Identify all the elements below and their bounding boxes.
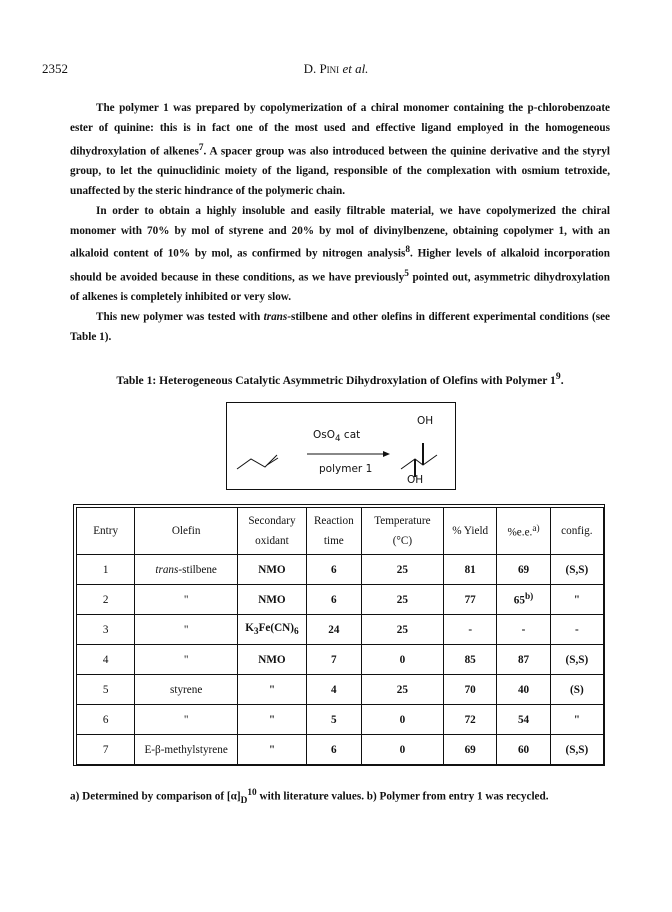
- cell-config: ": [550, 705, 603, 735]
- table-row: [77, 735, 604, 765]
- cell-temperature: 0: [361, 645, 443, 675]
- cell-olefin: ": [135, 585, 238, 615]
- cell-time: 6: [306, 735, 361, 765]
- cell-yield: 81: [444, 555, 497, 585]
- table-row: [77, 645, 604, 675]
- cell-olefin: ": [135, 645, 238, 675]
- cell-config: -: [550, 615, 603, 645]
- cell-ee: 69: [497, 555, 550, 585]
- cell-time: 4: [306, 675, 361, 705]
- cell-ee: 87: [497, 645, 550, 675]
- cell-entry: 5: [77, 675, 135, 705]
- cell-oxidant: ": [238, 705, 307, 735]
- cell-oxidant: ": [238, 735, 307, 765]
- header-olefin: Olefin: [135, 508, 238, 555]
- body-text: [70, 99, 610, 348]
- table-row: [77, 705, 604, 735]
- cell-time: 5: [306, 705, 361, 735]
- cell-yield: 77: [444, 585, 497, 615]
- cell-oxidant: ": [238, 675, 307, 705]
- cell-time: 24: [306, 615, 361, 645]
- cell-oxidant: $K_3Fe(CN)_6$: [238, 615, 307, 645]
- cell-config: ": [550, 585, 603, 615]
- cell-temperature: 25: [361, 585, 443, 615]
- cell-yield: 85: [444, 645, 497, 675]
- results-table: [76, 507, 604, 765]
- condition-label: polymer 1: [319, 463, 373, 475]
- cell-entry: 4: [77, 645, 135, 675]
- cell-oxidant: NMO: [238, 645, 307, 675]
- cell-yield: 72: [444, 705, 497, 735]
- cell-oxidant: NMO: [238, 585, 307, 615]
- cell-temperature: 25: [361, 615, 443, 645]
- cell-ee: 54: [497, 705, 550, 735]
- oh-label-top: OH: [417, 415, 434, 427]
- cell-temperature: 25: [361, 675, 443, 705]
- cell-ee: 60: [497, 735, 550, 765]
- header-entry: Entry: [77, 508, 135, 555]
- reagent-label: OsO$_4$ cat: [313, 429, 361, 445]
- table-row: [77, 615, 604, 645]
- cell-temperature: 0: [361, 735, 443, 765]
- header-temperature: Temperature (°C): [361, 508, 443, 555]
- cell-time: 6: [306, 585, 361, 615]
- running-head: D. Pini et al.: [303, 61, 369, 76]
- cell-entry: 7: [77, 735, 135, 765]
- cell-time: 6: [306, 555, 361, 585]
- cell-temperature: 0: [361, 705, 443, 735]
- cell-entry: 1: [77, 555, 135, 585]
- cell-config: (S,S): [550, 555, 603, 585]
- cell-entry: 3: [77, 615, 135, 645]
- cell-yield: -: [444, 615, 497, 645]
- cell-config: (S): [550, 675, 603, 705]
- cell-config: (S,S): [550, 645, 603, 675]
- table-footnote: a) Determined by comparison of $[\alpha]_D^{10}$ with literature values. b) Polymer from entry 1 was recycled.: [70, 788, 549, 806]
- cell-ee: -: [497, 615, 550, 645]
- header-ee: %e.e.$^{a)}$: [497, 508, 550, 555]
- cell-oxidant: NMO: [238, 555, 307, 585]
- cell-yield: 69: [444, 735, 497, 765]
- cell-config: (S,S): [550, 735, 603, 765]
- cell-entry: 6: [77, 705, 135, 735]
- cell-olefin: styrene: [135, 675, 238, 705]
- page-number: 2352: [42, 61, 68, 76]
- cell-olefin: ": [135, 705, 238, 735]
- oh-label-bottom: OH: [407, 474, 424, 486]
- table-row: [77, 555, 604, 585]
- cell-olefin: E-β-methylstyrene: [135, 735, 238, 765]
- cell-time: 7: [306, 645, 361, 675]
- table-row: [77, 675, 604, 705]
- table-row: [77, 585, 604, 615]
- cell-ee: 40: [497, 675, 550, 705]
- cell-olefin: ": [135, 615, 238, 645]
- cell-olefin: trans-stilbene: [135, 555, 238, 585]
- paragraph-1: The polymer 1 was prepared by copolymerization of a chiral monomer containing the p-chlorobenzoate ester of quinine: this is in fact one of the most used and effective ligand employed in the homogeneous dihydroxylation of alkenes$^7$. A spacer group was also introduced between the quinine derivative and the styryl group, to let the quinuclidinic moiety of the ligand, responsible of the complexation with osmium tetroxide, unaffected by the steric hindrance of the polymeric chain.: [70, 102, 611, 197]
- header-yield: % Yield: [444, 508, 497, 555]
- paragraph-2: In order to obtain a highly insoluble and easily filtrable material, we have copolymerized the chiral monomer with 70% by mol of styrene and 20% by mol of divinylbenzene, obtaining copolymer 1, with an alkaloid content of 10% by mol, as confirmed by nitrogen analysis$^8$. Higher levels of alkaloid incorporation should be avoided because in these conditions, as we have previously$^5$ pointed out, asymmetric dihydroxylation of alkenes is completely inhibited or very slow.: [70, 204, 610, 304]
- table-caption: Table 1: Heterogeneous Catalytic Asymmetric Dihydroxylation of Olefins with Polymer $1^9$.: [116, 371, 564, 387]
- diol-structure: [401, 455, 437, 469]
- cell-temperature: 25: [361, 555, 443, 585]
- cell-entry: 2: [77, 585, 135, 615]
- table-header-row: [77, 508, 604, 555]
- cell-yield: 70: [444, 675, 497, 705]
- paragraph-3: This new polymer was tested with trans-stilbene and other olefins in different experimental conditions (see Table 1).: [70, 311, 610, 343]
- header-config: config.: [550, 508, 603, 555]
- header-oxidant: Secondary oxidant: [238, 508, 307, 555]
- header-time: Reaction time: [306, 508, 361, 555]
- cell-ee: 65$^{b)}$: [497, 585, 550, 615]
- reaction-scheme: [226, 402, 456, 490]
